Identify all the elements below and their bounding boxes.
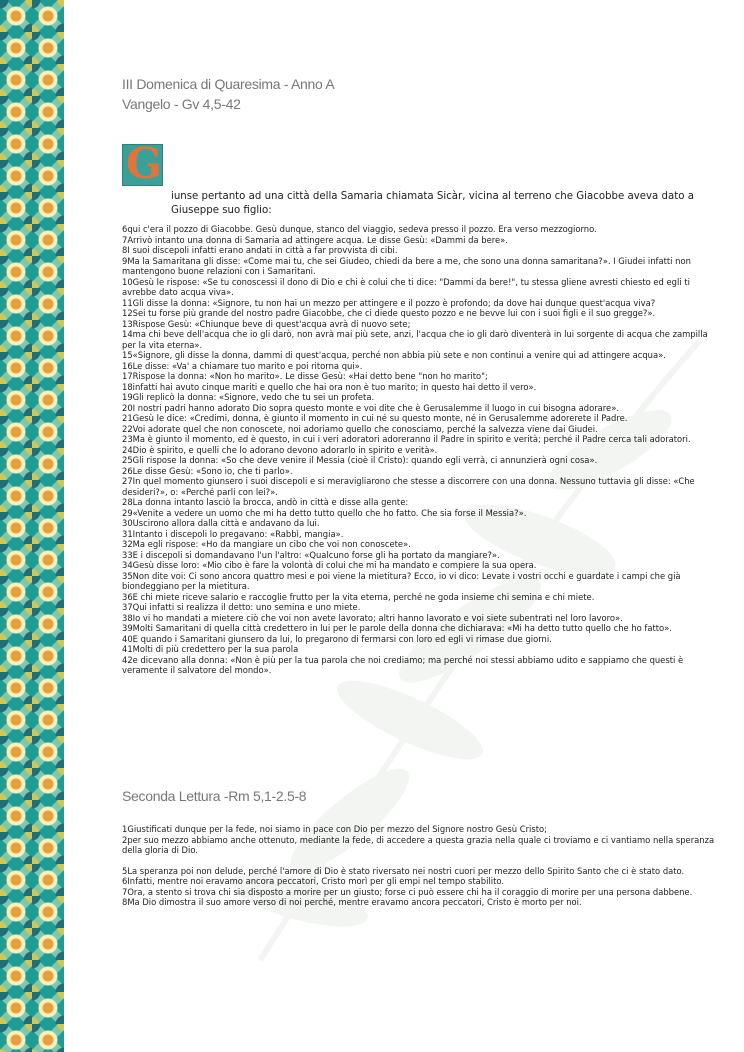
verse: 38Io vi ho mandati a mietere ciò che voi non avete lavorato; altri hanno lavorato e voi siete subentrati nel loro lavoro». bbox=[122, 612, 623, 623]
verse: 13Rispose Gesù: «Chiunque beve di quest'acqua avrà di nuovo sete; bbox=[122, 318, 411, 329]
verse: 22Voi adorate quel che non conoscete, noi adoriamo quello che conosciamo, perché la salvezza viene dai Giudei. bbox=[122, 423, 598, 434]
verse: 35Non dite voi: Ci sono ancora quattro mesi e poi viene la mietitura? Ecco, io vi dico: Levate i vostri occhi e guardate i campi che già biondeggiano per la mietitura. bbox=[122, 570, 681, 591]
verse: 17Rispose la donna: «Non ho marito». Le disse Gesù: «Hai detto bene "non ho marito"; bbox=[122, 371, 488, 381]
verse: 33E i discepoli si domandavano l'un l'altro: «Qualcuno forse gli ha portato da mangiare?». bbox=[122, 549, 500, 560]
verse: 25Gli rispose la donna: «So che deve venire il Messia (cioè il Cristo): quando egli verrà, ci annunzierà ogni cosa». bbox=[122, 455, 598, 465]
verse: 2per suo mezzo abbiamo anche ottenuto, mediante la fede, di accedere a questa grazia nella quale ci troviamo e ci vantiamo nella speranza della gloria di Dio. bbox=[122, 834, 715, 855]
intro-paragraph: iunse pertanto ad una città della Samaria chiamata Sicàr, vicina al terreno che Giacobbe aveva dato a Giuseppe suo figlio: bbox=[171, 191, 694, 216]
page-title: III Domenica di Quaresima - Anno A bbox=[122, 76, 335, 92]
verse: 6qui c'era il pozzo di Giacobbe. Gesù dunque, stanco del viaggio, sedeva presso il pozzo. Era verso mezzogiorno. bbox=[122, 224, 597, 234]
verse: 12Sei tu forse più grande del nostro padre Giacobbe, che ci diede questo pozzo e ne bevve lui con i suoi figli e il suo gregge?». bbox=[122, 308, 656, 318]
verse: 11Gli disse la donna: «Signore, tu non hai un mezzo per attingere e il pozzo è profondo; da dove hai dunque quest'acqua viva? bbox=[122, 297, 656, 308]
verse: 10Gesù le rispose: «Se tu conoscessi il dono di Dio e chi è colui che ti dice: "Dammi da bere!", tu stessa gliene avresti chiesto ed egli ti avrebbe dato acqua viva». bbox=[122, 276, 690, 297]
gospel-verses bbox=[122, 224, 718, 676]
verse: 6Infatti, mentre noi eravamo ancora peccatori, Cristo morì per gli empi nel tempo stabilito. bbox=[122, 876, 505, 886]
verse: 9Ma la Samaritana gli disse: «Come mai tu, che sei Giudeo, chiedi da bere a me, che sono una donna samaritana?». I Giudei infatti non mantengono buone relazioni con i Samaritani. bbox=[122, 255, 691, 276]
verse: 21Gesù le dice: «Credimi, donna, è giunto il momento in cui né su questo monte, né in Gerusalemme adorerete il Padre. bbox=[122, 413, 628, 423]
verse: 29«Venite a vedere un uomo che mi ha detto tutto quello che ho fatto. Che sia forse il Messia?». bbox=[122, 507, 527, 518]
second-reading-title: Seconda Lettura -Rm 5,1-2.5-8 bbox=[122, 788, 307, 804]
verse: 20I nostri padri hanno adorato Dio sopra questo monte e voi dite che è Gerusalemme il luogo in cui bisogna adorare». bbox=[122, 402, 619, 413]
verse: 30Uscirono allora dalla città e andavano da lui. bbox=[122, 518, 320, 528]
verse: 16Le disse: «Va' a chiamare tuo marito e poi ritorna qui». bbox=[122, 360, 363, 371]
second-reading-verses bbox=[122, 824, 718, 908]
verse: 18infatti hai avuto cinque mariti e quello che hai ora non è tuo marito; in questo hai detto il vero». bbox=[122, 381, 537, 392]
verse: 36E chi miete riceve salario e raccoglie frutto per la vita eterna, perché ne goda insieme chi semina e chi miete. bbox=[122, 591, 595, 602]
verse: 27In quel momento giunsero i suoi discepoli e si meravigliarono che stesse a discorrere con una donna. Nessuno tuttavia gli disse: «Che desideri?», o: «Perché parli con lei?». bbox=[122, 476, 695, 497]
verse: 39Molti Samaritani di quella città credettero in lui per le parole della donna che dichiarava: «Mi ha detto tutto quello che ho fatto». bbox=[122, 623, 672, 633]
verse: 7Ora, a stento si trova chi sia disposto a morire per un giusto; forse ci può essere chi ha il coraggio di morire per una persona dabbene. bbox=[122, 886, 693, 897]
verse: 8I suoi discepoli infatti erano andati in città a far provvista di cibi. bbox=[122, 245, 398, 255]
verse: 34Gesù disse loro: «Mio cibo è fare la volontà di colui che mi ha mandato e compiere la sua opera. bbox=[122, 560, 537, 570]
drop-cap bbox=[122, 139, 163, 188]
verse: 14ma chi beve dell'acqua che io gli darò, non avrà mai più sete, anzi, l'acqua che io gli darò diventerà in lui sorgente di acqua che zampilla per la vita eterna». bbox=[122, 329, 708, 350]
verse: 24Dio è spirito, e quelli che lo adorano devono adorarlo in spirito e verità». bbox=[122, 444, 438, 455]
verse: 40E quando i Samaritani giunsero da lui, lo pregarono di fermarsi con loro ed egli vi rimase due giorni. bbox=[122, 633, 552, 644]
gospel-reference: Vangelo - Gv 4,5-42 bbox=[122, 96, 241, 112]
verse: 37Qui infatti si realizza il detto: uno semina e uno miete. bbox=[122, 602, 361, 612]
verse: 8Ma Dio dimostra il suo amore verso di noi perché, mentre eravamo ancora peccatori, Cristo è morto per noi. bbox=[122, 897, 582, 907]
verse bbox=[122, 856, 718, 866]
verse: 42e dicevano alla donna: «Non è più per la tua parola che noi crediamo; ma perché noi stessi abbiamo udito e sappiamo che questi è veramente il salvatore del mondo». bbox=[122, 654, 684, 675]
verse: 32Ma egli rispose: «Ho da mangiare un cibo che voi non conoscete». bbox=[122, 539, 411, 549]
verse: 7Arrivò intanto una donna di Samaria ad attingere acqua. Le disse Gesù: «Dammi da bere». bbox=[122, 234, 508, 245]
verse: 26Le disse Gesù: «Sono io, che ti parlo». bbox=[122, 465, 293, 476]
verse: 1Giustificati dunque per la fede, noi siamo in pace con Dio per mezzo del Signore nostro Gesù Cristo; bbox=[122, 824, 547, 834]
verse: 15«Signore, gli disse la donna, dammi di quest'acqua, perché non abbia più sete e non continui a venire qui ad attingere acqua». bbox=[122, 350, 666, 360]
verse: 5La speranza poi non delude, perché l'amore di Dio è stato riversato nei nostri cuori per mezzo dello Spirito Santo che ci è stato dato. bbox=[122, 865, 685, 876]
verse: 41Molti di più credettero per la sua parola bbox=[122, 644, 299, 654]
decorative-border bbox=[0, 0, 64, 1052]
verse: 31Intanto i discepoli lo pregavano: «Rabbì, mangia». bbox=[122, 528, 344, 539]
verse: 23Ma è giunto il momento, ed è questo, in cui i veri adoratori adoreranno il Padre in spirito e verità; perché il Padre cerca tali adoratori. bbox=[122, 434, 691, 444]
verse: 28La donna intanto lasciò la brocca, andò in città e disse alla gente: bbox=[122, 497, 409, 507]
drop-cap-letter: G bbox=[126, 139, 162, 188]
verse: 19Gli replicò la donna: «Signore, vedo che tu sei un profeta. bbox=[122, 392, 375, 402]
